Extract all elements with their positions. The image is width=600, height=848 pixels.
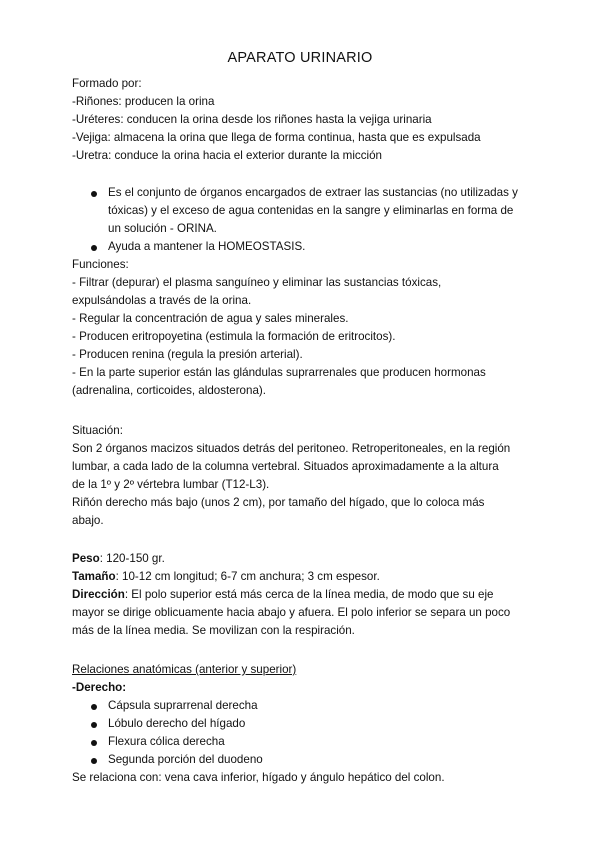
peso-label: Peso	[72, 552, 100, 565]
relaciones-footer: Se relaciona con: vena cava inferior, hígado y ángulo hepático del colon.	[72, 771, 445, 784]
situacion-line: abajo.	[72, 514, 104, 527]
funciones-line: - Filtrar (depurar) el plasma sanguíneo y eliminar las sustancias tóxicas,	[72, 276, 442, 289]
funciones-line: - Producen renina (regula la presión arterial).	[72, 348, 303, 361]
bullet-text: tóxicas) y el exceso de agua contenidas en la sangre y eliminarlas en forma de	[108, 204, 514, 217]
peso-value: : 120-150 gr.	[99, 552, 165, 565]
relaciones-sub: -Derecho:	[72, 681, 127, 694]
situacion-heading: Situación:	[72, 424, 123, 437]
tamano-value: : 10-12 cm longitud; 6-7 cm anchura; 3 cm espesor.	[115, 570, 380, 583]
intro-item: -Riñones: producen la orina	[72, 95, 215, 108]
bullet-icon	[91, 740, 97, 746]
peso-line	[72, 550, 165, 568]
direccion-line	[72, 586, 493, 604]
relaciones-heading: Relaciones anatómicas (anterior y superior)	[72, 663, 297, 676]
document-title: APARATO URINARIO	[227, 50, 373, 66]
direccion-cont: mayor se dirige oblicuamente hacia abajo y afuera. El polo inferior se separa un poco	[72, 606, 511, 619]
direccion-value: : El polo superior está más cerca de la línea media, de modo que su eje	[124, 588, 494, 601]
bullet-icon	[91, 245, 97, 251]
funciones-line: (adrenalina, corticoides, aldosterona).	[72, 384, 266, 397]
intro-item: -Vejiga: almacena la orina que llega de forma continua, hasta que es expulsada	[72, 131, 481, 144]
situacion-line: Son 2 órganos macizos situados detrás del peritoneo. Retroperitoneales, en la región	[72, 442, 511, 455]
relaciones-item: Segunda porción del duodeno	[108, 753, 263, 766]
intro-item: -Uretra: conduce la orina hacia el exterior durante la micción	[72, 149, 382, 162]
situacion-line: de la 1º y 2º vértebra lumbar (T12-L3).	[72, 478, 270, 491]
direccion-label: Dirección	[72, 588, 125, 601]
bullet-text: Ayuda a mantener la HOMEOSTASIS.	[108, 240, 306, 253]
funciones-heading: Funciones:	[72, 258, 129, 271]
bullet-text: un solución - ORINA.	[108, 222, 217, 235]
bullet-icon	[91, 758, 97, 764]
bullet-icon	[91, 722, 97, 728]
relaciones-item: Cápsula suprarrenal derecha	[108, 699, 258, 712]
intro-heading: Formado por:	[72, 77, 142, 90]
relaciones-item: Flexura cólica derecha	[108, 735, 225, 748]
bullet-icon	[91, 704, 97, 710]
situacion-line: Riñón derecho más bajo (unos 2 cm), por tamaño del hígado, que lo coloca más	[72, 496, 485, 509]
funciones-line: - En la parte superior están las glándulas suprarrenales que producen hormonas	[72, 366, 486, 379]
intro-item: -Uréteres: conducen la orina desde los riñones hasta la vejiga urinaria	[72, 113, 432, 126]
funciones-line: - Regular la concentración de agua y sales minerales.	[72, 312, 349, 325]
bullet-text: Es el conjunto de órganos encargados de extraer las sustancias (no utilizadas y	[108, 186, 518, 199]
situacion-line: lumbar, a cada lado de la columna vertebral. Situados aproximadamente a la altura	[72, 460, 499, 473]
tamano-line	[72, 568, 380, 586]
bullet-icon	[91, 191, 97, 197]
direccion-cont: más de la línea media. Se movilizan con la respiración.	[72, 624, 355, 637]
funciones-line: expulsándolas a través de la orina.	[72, 294, 252, 307]
funciones-line: - Producen eritropoyetina (estimula la formación de eritrocitos).	[72, 330, 396, 343]
relaciones-item: Lóbulo derecho del hígado	[108, 717, 246, 730]
tamano-label: Tamaño	[72, 570, 116, 583]
